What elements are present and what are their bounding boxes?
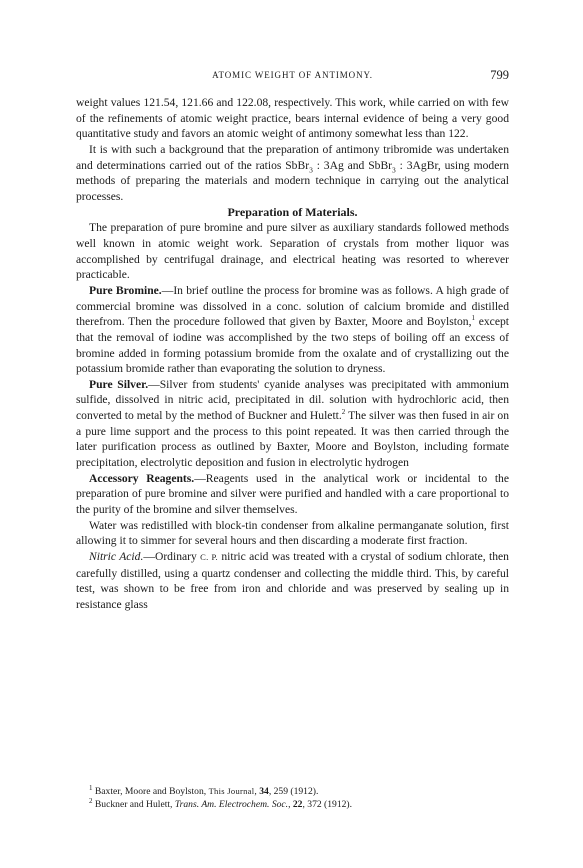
run-in-heading: Pure Silver. <box>89 377 149 391</box>
text-segment: —Ordinary <box>143 550 201 564</box>
text-segment: : 3AgBr, using modern methods of preparing the materials and modern technique in carrying out the analytical processes. <box>76 158 509 203</box>
text-segment: , 372 (1912). <box>302 799 353 810</box>
run-in-heading: Accessory Reagents. <box>89 471 195 485</box>
paragraph-accessory-reagents <box>76 471 509 518</box>
footnote-mark: 1 <box>89 783 93 792</box>
subscript: 3 <box>309 164 313 174</box>
run-in-heading: Nitric Acid. <box>89 550 144 564</box>
paragraph-pure-bromine <box>76 283 509 377</box>
volume-number: 22 <box>292 799 303 810</box>
footnote: $^2$ Buckner and Hulett, Trans. Am. Electrochem. Soc., 22, 372 (1912). <box>89 796 353 810</box>
paragraph-background <box>76 142 509 205</box>
footnotes <box>76 785 509 811</box>
paragraph-nitric-acid <box>76 549 509 613</box>
text-segment: except that the removal of iodine was accomplished by the two steps of boiling off an excess of bromine added in forming potassium bromide from the oxalate and of crystallizing out the potassium bromide rather than evaporating the solution to dryness. <box>76 315 509 376</box>
paragraph-preparation: The preparation of pure bromine and pure silver as auxiliary standards followed methods well known in atomic weight work. Separation of crystals from mother liquor was accomplished by centrifugal drainage, and electrical heating was resorted to wherever practicable. <box>76 221 509 282</box>
text-segment: —Silver from students' cyanide analyses was precipitated with ammonium sulfide, dissolved in nitric acid, precipitated in dil. solution with hydrochloric acid, then converted to metal by the method of Buckner and Hulett. <box>76 377 509 423</box>
running-title: ATOMIC WEIGHT OF ANTIMONY. <box>212 70 373 80</box>
text-segment: : 3Ag and SbBr <box>312 158 393 172</box>
text-segment: nitric acid was treated with a crystal of sodium chlorate, then carefully distilled, using a quartz condenser and collecting the middle third. This, by careful test, was shown to be free from iron and chloride and was preserved by sealing up in resistance glass <box>76 550 509 611</box>
footnote: $^1$ Baxter, Moore and Boylston, This Journal, 34, 259 (1912). <box>89 783 319 797</box>
text-segment: —Reagents used in the analytical work or incidental to the preparation of pure bromine and silver were purified and handled with a care proportional to the purity of the bromine and silver themselves. <box>76 471 509 517</box>
text-segment: The silver was then fused in air on a pure lime support and the process to this point repeated. It was then carried through the later purification process as outlined by Baxter, Moore and Boylston, including formate precipitation, electrolytic deposition and fusion in electrolytic hydrogen <box>76 409 509 470</box>
text-segment: —In brief outline the process for bromine was as follows. A high grade of commercial bromine was dissolved in a conc. solution of calcium bromide and distilled therefrom. Then the procedure followed that given by Baxter, Moore and Boylston, <box>76 283 509 329</box>
footnote-mark: 2 <box>89 796 93 805</box>
text-segment: , 259 (1912). <box>268 786 319 797</box>
volume-number: 34 <box>259 786 269 797</box>
section-heading: Preparation of Materials. <box>227 204 358 219</box>
footnote-reference: 2 <box>341 408 346 417</box>
journal-title: Trans. Am. Electrochem. Soc. <box>174 799 289 810</box>
text-segment: Buckner and Hulett, <box>92 799 175 810</box>
paragraph-water: Water was redistilled with block-tin condenser from alkaline permanganate solution, first allowing it to simmer for several hours and then discarding a moderate first fraction. <box>76 518 509 548</box>
paragraph-pure-silver <box>76 377 509 471</box>
article-body <box>76 95 509 613</box>
text-segment: Baxter, Moore and Boylston, <box>92 786 209 797</box>
page-header <box>76 70 509 86</box>
run-in-heading: Pure Bromine. <box>89 283 162 297</box>
journal-title: This Journal <box>208 786 255 796</box>
text-segment: It is with such a background that the preparation of antimony tribromide was undertaken and determinations carried out of the ratios SbBr <box>76 142 509 172</box>
page-number: 799 <box>490 68 509 82</box>
footnote-reference: 1 <box>471 314 475 323</box>
small-caps-text: C. P. <box>200 552 218 563</box>
subscript: 3 <box>392 164 396 174</box>
paragraph-atomic-weight-values: weight values 121.54, 121.66 and 122.08, respectively. This work, while carried on with few of the refinements of atomic weight practice, bears internal evidence of being a very good quantitative study and favors an atomic weight of antimony somewhat less than 122. <box>76 96 509 141</box>
